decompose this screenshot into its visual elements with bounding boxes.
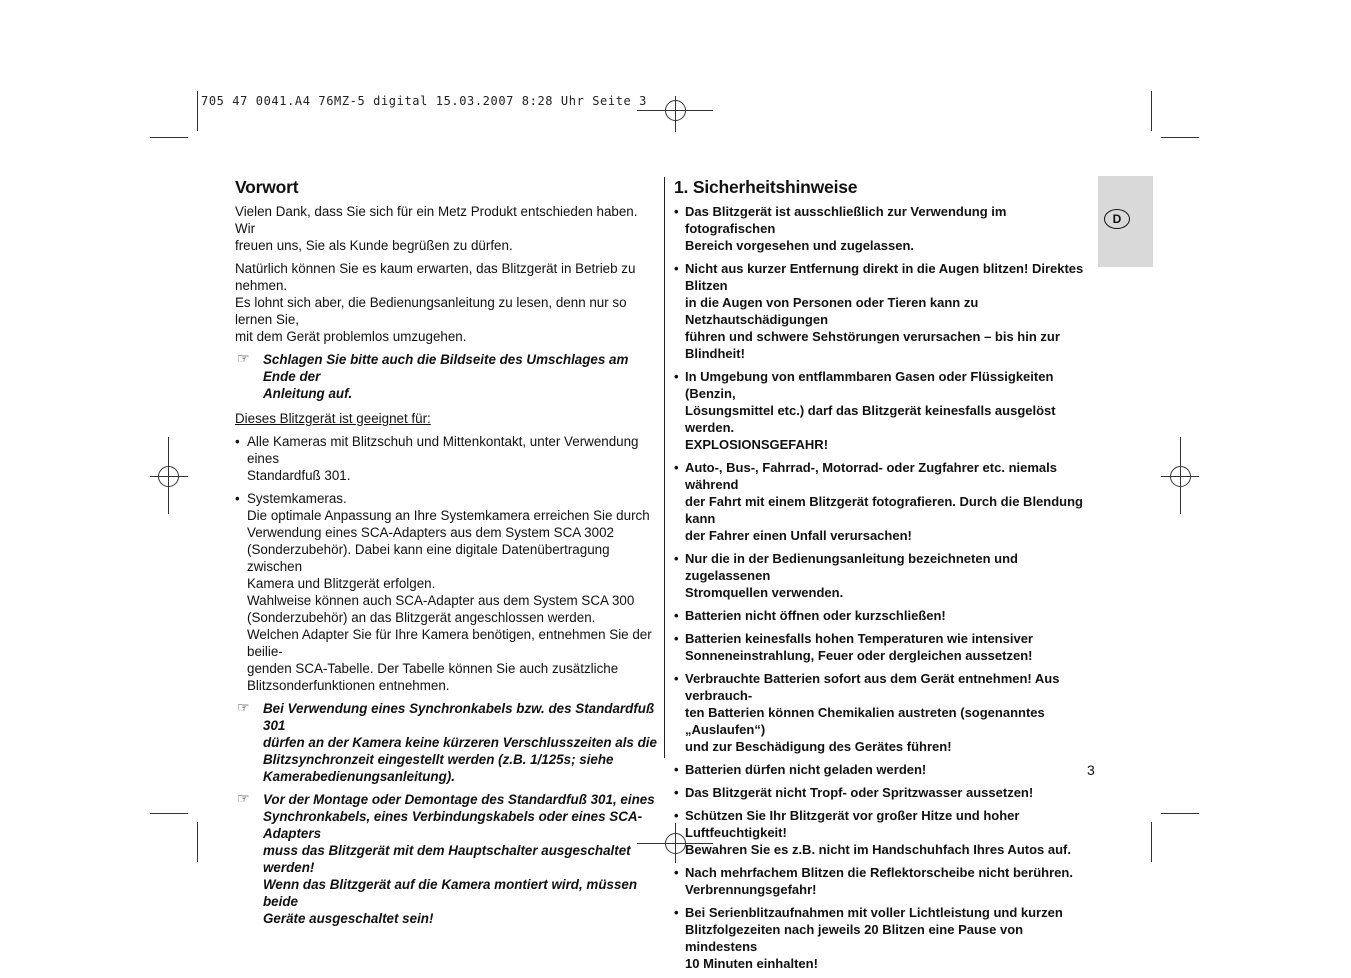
registration-left-icon bbox=[158, 466, 179, 487]
note-mounting bbox=[235, 791, 660, 927]
text-line: Bewahren Sie es z.B. nicht im Handschuhfach Ihres Autos auf. bbox=[685, 842, 1071, 857]
text-line: Das Blitzgerät ist ausschließlich zur Verwendung im fotografischen bbox=[685, 204, 1007, 236]
safety-item bbox=[674, 761, 1094, 778]
text-line: der Fahrt mit einem Blitzgerät fotografieren. Durch die Blendung kann bbox=[685, 494, 1083, 526]
text-line: Nur die in der Bedienungsanleitung bezeichneten und zugelassenen bbox=[685, 551, 1018, 583]
text-line: in die Augen von Personen oder Tieren kann zu Netzhautschädigungen bbox=[685, 295, 979, 327]
text-line: 10 Minuten einhalten! bbox=[685, 956, 818, 971]
language-tab-letter: D bbox=[1104, 209, 1130, 229]
bullet-icon: • bbox=[674, 762, 679, 777]
safety-item bbox=[674, 864, 1094, 898]
text-line: Schützen Sie Ihr Blitzgerät vor großer Hitze und hoher Luftfeuchtigkeit! bbox=[685, 808, 1020, 840]
text-line: Das Blitzgerät nicht Tropf- oder Spritzwasser aussetzen! bbox=[685, 785, 1034, 800]
text-line: Schlagen Sie bitte auch die Bildseite des Umschlages am Ende der bbox=[263, 352, 629, 384]
text-line: Verwendung eines SCA-Adapters aus dem System SCA 3002 bbox=[247, 525, 614, 540]
text-line: Vielen Dank, dass Sie sich für ein Metz Produkt entschieden haben. Wir bbox=[235, 204, 638, 236]
bullet-icon: • bbox=[674, 261, 679, 276]
text-line: Die optimale Anpassung an Ihre Systemkamera erreichen Sie durch bbox=[247, 508, 650, 523]
note-sync-cable bbox=[235, 700, 660, 785]
safety-item bbox=[674, 630, 1094, 664]
text-line: Es lohnt sich aber, die Bedienungsanleitung zu lesen, denn nur so lernen Sie, bbox=[235, 295, 627, 327]
text-line: Batterien keinesfalls hohen Temperaturen wie intensiver bbox=[685, 631, 1033, 646]
text-line: EXPLOSIONSGEFAHR! bbox=[685, 437, 829, 452]
safety-heading: 1. Sicherheitshinweise bbox=[674, 177, 858, 197]
text-line: mit dem Gerät problemlos umzugehen. bbox=[235, 329, 467, 344]
bullet-icon: • bbox=[235, 434, 240, 449]
safety-item bbox=[674, 670, 1094, 755]
text-line: Nach mehrfachem Blitzen die Reflektorscheibe nicht berühren. bbox=[685, 865, 1073, 880]
text-line: Batterien nicht öffnen oder kurzschließen! bbox=[685, 608, 946, 623]
bullet-icon: • bbox=[674, 369, 679, 384]
note-cover-page bbox=[235, 351, 660, 402]
column-divider bbox=[664, 177, 665, 758]
safety-item bbox=[674, 807, 1094, 858]
pointing-hand-icon: ☞ bbox=[237, 790, 250, 806]
text-line: der Fahrer einen Unfall verursachen! bbox=[685, 528, 912, 543]
bullet-icon: • bbox=[674, 608, 679, 623]
bullet-icon: • bbox=[674, 785, 679, 800]
text-line: Bereich vorgesehen und zugelassen. bbox=[685, 238, 915, 253]
bullet-icon: • bbox=[674, 865, 679, 880]
text-line: Lösungsmittel etc.) darf das Blitzgerät keinesfalls ausgelöst werden. bbox=[685, 403, 1056, 435]
safety-item bbox=[674, 368, 1094, 453]
bullet-icon: • bbox=[674, 204, 679, 219]
text-line: Anleitung auf. bbox=[263, 386, 353, 401]
text-line: Geräte ausgeschaltet sein! bbox=[263, 911, 434, 926]
page-number: 3 bbox=[1087, 762, 1095, 778]
pointing-hand-icon: ☞ bbox=[237, 350, 250, 366]
text-line: Nicht aus kurzer Entfernung direkt in die Augen blitzen! Direktes Blitzen bbox=[685, 261, 1084, 293]
text-line: (Sonderzubehör). Dabei kann eine digitale Datenübertragung zwischen bbox=[247, 542, 610, 574]
text-line: ten Batterien können Chemikalien austreten (sogenanntes „Auslaufen“) bbox=[685, 705, 1045, 737]
safety-item bbox=[674, 203, 1094, 254]
safety-item bbox=[674, 607, 1094, 624]
foreword-column bbox=[235, 177, 660, 933]
text-line: Wahlweise können auch SCA-Adapter aus dem System SCA 300 bbox=[247, 593, 635, 608]
text-line: Stromquellen verwenden. bbox=[685, 585, 844, 600]
safety-item bbox=[674, 904, 1094, 972]
text-line: Bei Serienblitzaufnahmen mit voller Lichtleistung und kurzen bbox=[685, 905, 1063, 920]
text-line: dürfen an der Kamera keine kürzeren Verschlusszeiten als die bbox=[263, 735, 657, 750]
registration-right-icon bbox=[1170, 466, 1191, 487]
text-line: genden SCA-Tabelle. Der Tabelle können Sie auch zusätzliche bbox=[247, 661, 619, 676]
foreword-paragraph-2 bbox=[235, 260, 660, 345]
text-line: Kamera und Blitzgerät erfolgen. bbox=[247, 576, 436, 591]
text-line: Welchen Adapter Sie für Ihre Kamera benötigen, entnehmen Sie der beilie- bbox=[247, 627, 652, 659]
bullet-icon: • bbox=[674, 808, 679, 823]
bullet-icon: • bbox=[674, 631, 679, 646]
list-item bbox=[235, 490, 660, 694]
list-item bbox=[235, 433, 660, 484]
pointing-hand-icon: ☞ bbox=[237, 699, 250, 715]
safety-item bbox=[674, 260, 1094, 362]
text-line: und zur Beschädigung des Gerätes führen! bbox=[685, 739, 952, 754]
text-line: Blitzsynchronzeit eingestellt werden (z.B. 1/125s; siehe bbox=[263, 752, 614, 767]
text-line: In Umgebung von entflammbaren Gasen oder Flüssigkeiten (Benzin, bbox=[685, 369, 1054, 401]
safety-item bbox=[674, 459, 1094, 544]
text-line: Blitzfolgezeiten nach jeweils 20 Blitzen eine Pause von mindestens bbox=[685, 922, 1024, 954]
text-line: Alle Kameras mit Blitzschuh und Mittenkontakt, unter Verwendung eines bbox=[247, 434, 639, 466]
text-line: Blitzsonderfunktionen entnehmen. bbox=[247, 678, 450, 693]
print-slug: 705 47 0041.A4 76MZ-5 digital 15.03.2007 8:28 Uhr Seite 3 bbox=[201, 94, 648, 108]
safety-item bbox=[674, 784, 1094, 801]
text-line: Verbrauchte Batterien sofort aus dem Gerät entnehmen! Aus verbrauch- bbox=[685, 671, 1060, 703]
suited-for-heading: Dieses Blitzgerät ist geeignet für: bbox=[235, 411, 431, 426]
bullet-icon: • bbox=[674, 460, 679, 475]
text-line: Synchronkabels, eines Verbindungskabels oder eines SCA-Adapters bbox=[263, 809, 643, 841]
text-line: Kamerabedienungsanleitung). bbox=[263, 769, 455, 784]
bullet-icon: • bbox=[674, 551, 679, 566]
text-line: (Sonderzubehör) an das Blitzgerät angeschlossen werden. bbox=[247, 610, 596, 625]
registration-top-icon bbox=[665, 100, 686, 121]
foreword-heading: Vorwort bbox=[235, 177, 299, 197]
text-line: muss das Blitzgerät mit dem Hauptschalter ausgeschaltet werden! bbox=[263, 843, 631, 875]
safety-item bbox=[674, 550, 1094, 601]
text-line: Bei Verwendung eines Synchronkabels bzw. des Standardfuß 301 bbox=[263, 701, 655, 733]
text-line: Systemkameras. bbox=[247, 491, 347, 506]
text-line: führen und schwere Sehstörungen verursachen – bis hin zur Blindheit! bbox=[685, 329, 1060, 361]
text-line: Standardfuß 301. bbox=[247, 468, 351, 483]
text-line: freuen uns, Sie als Kunde begrüßen zu dürfen. bbox=[235, 238, 513, 253]
bullet-icon: • bbox=[674, 671, 679, 686]
text-line: Verbrennungsgefahr! bbox=[685, 882, 817, 897]
foreword-paragraph-1 bbox=[235, 203, 660, 254]
text-line: Auto-, Bus-, Fahrrad-, Motorrad- oder Zugfahrer etc. niemals während bbox=[685, 460, 1057, 492]
text-line: Batterien dürfen nicht geladen werden! bbox=[685, 762, 927, 777]
text-line: Sonneneinstrahlung, Feuer oder dergleichen aussetzen! bbox=[685, 648, 1033, 663]
text-line: Wenn das Blitzgerät auf die Kamera montiert wird, müssen beide bbox=[263, 877, 638, 909]
safety-list bbox=[674, 203, 1094, 972]
bullet-icon: • bbox=[674, 905, 679, 920]
safety-column bbox=[674, 177, 1094, 978]
bullet-icon: • bbox=[235, 491, 240, 506]
text-line: Vor der Montage oder Demontage des Standardfuß 301, eines bbox=[263, 792, 655, 807]
text-line: Natürlich können Sie es kaum erwarten, das Blitzgerät in Betrieb zu nehmen. bbox=[235, 261, 636, 293]
